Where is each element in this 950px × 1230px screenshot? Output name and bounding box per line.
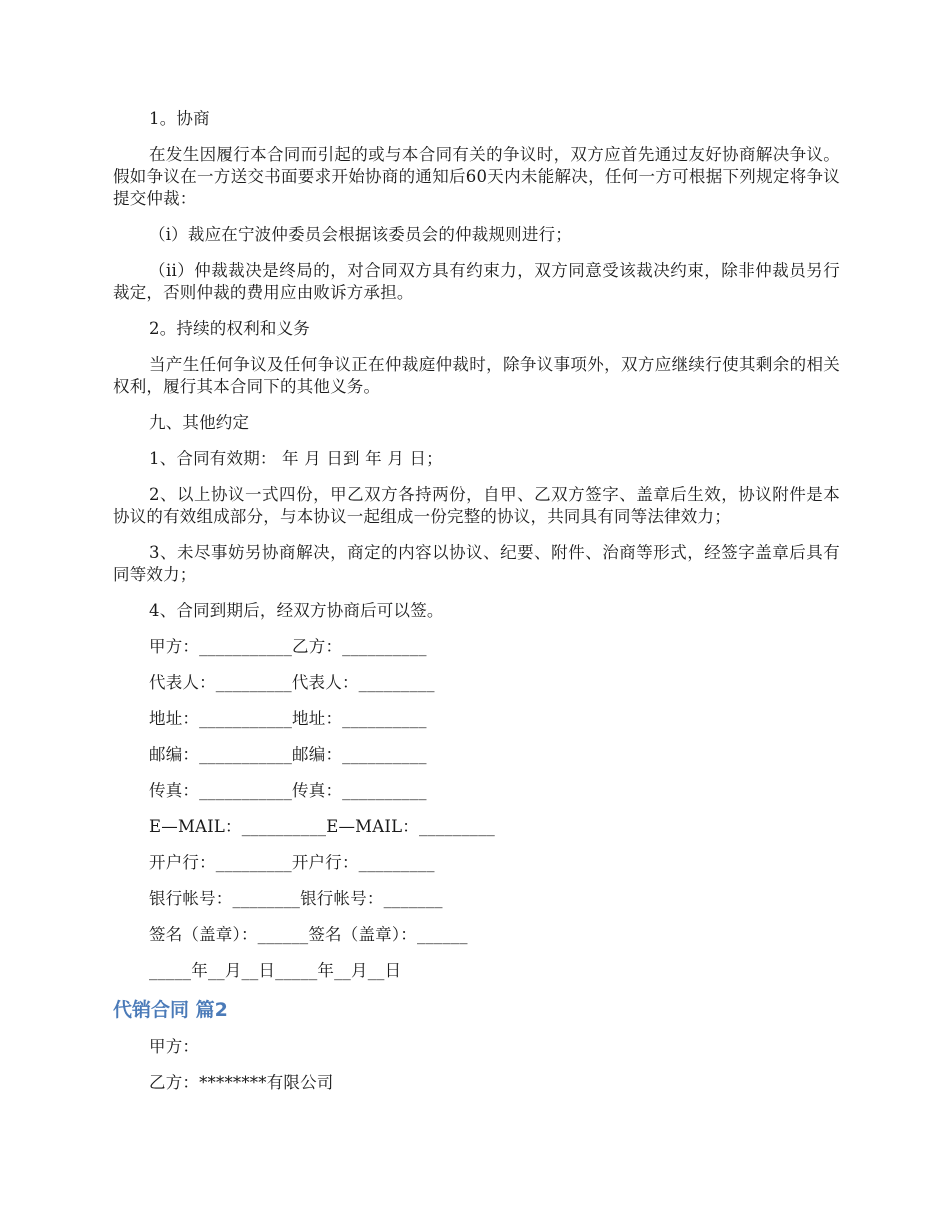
party-b-line: 乙方：********有限公司 [149, 1073, 334, 1092]
paragraph: 1。协商 [149, 109, 210, 128]
document-page [113, 108, 840, 1108]
paragraph: 1、合同有效期： 年 月 日到 年 月 日； [149, 449, 443, 468]
paragraph: 当产生任何争议及任何争议正在仲裁庭仲裁时，除争议事项外，双方应继续行使其剩余的相关权利，履行其本合同下的其他义务。 [113, 355, 840, 396]
signature-line: 签名（盖章）：______签名（盖章）：______ [149, 925, 468, 944]
paragraph: 4、合同到期后，经双方协商后可以签。 [149, 601, 444, 620]
signature-line: 开户行：_________开户行：_________ [149, 853, 435, 872]
paragraph: 2。持续的权利和义务 [149, 319, 310, 338]
paragraph: 在发生因履行本合同而引起的或与本合同有关的争议时，双方应首先通过友好协商解决争议。假如争议在一方送交书面要求开始协商的通知后60天内未能解决，任何一方可根据下列规定将争议提交仲裁： [113, 145, 840, 208]
section-title: 九、其他约定 [149, 413, 250, 432]
paragraph: 3、未尽事妨另协商解决，商定的内容以协议、纪要、附件、治商等形式，经签字盖章后具有同等效力； [113, 543, 840, 584]
signature-line: 地址：___________地址：__________ [149, 709, 427, 728]
signature-line: E—MAIL：__________E—MAIL：_________ [149, 817, 496, 836]
paragraph: （i）裁应在宁波仲委员会根据该委员会的仲裁规则进行； [149, 225, 572, 244]
paragraph: 2、以上协议一式四份，甲乙双方各持两份，自甲、乙双方签字、盖章后生效，协议附件是本协议的有效组成部分，与本协议一起组成一份完整的协议，共同具有同等法律效力； [113, 485, 840, 526]
signature-line: 传真：___________传真：__________ [149, 781, 427, 800]
signature-line: 甲方：___________乙方：__________ [149, 637, 427, 656]
paragraph: （ii）仲裁裁决是终局的，对合同双方具有约束力，双方同意受该裁决约束，除非仲裁员另行裁定，否则仲裁的费用应由败诉方承担。 [113, 261, 840, 302]
section-heading: 代销合同 篇2 [113, 999, 228, 1021]
date-line: _____年__月__日_____年__月__日 [149, 961, 402, 980]
party-a-line: 甲方： [149, 1037, 200, 1056]
signature-line: 银行帐号：________银行帐号：_______ [149, 889, 443, 908]
signature-line: 代表人：_________代表人：_________ [149, 673, 435, 692]
signature-line: 邮编：___________邮编：__________ [149, 745, 427, 764]
